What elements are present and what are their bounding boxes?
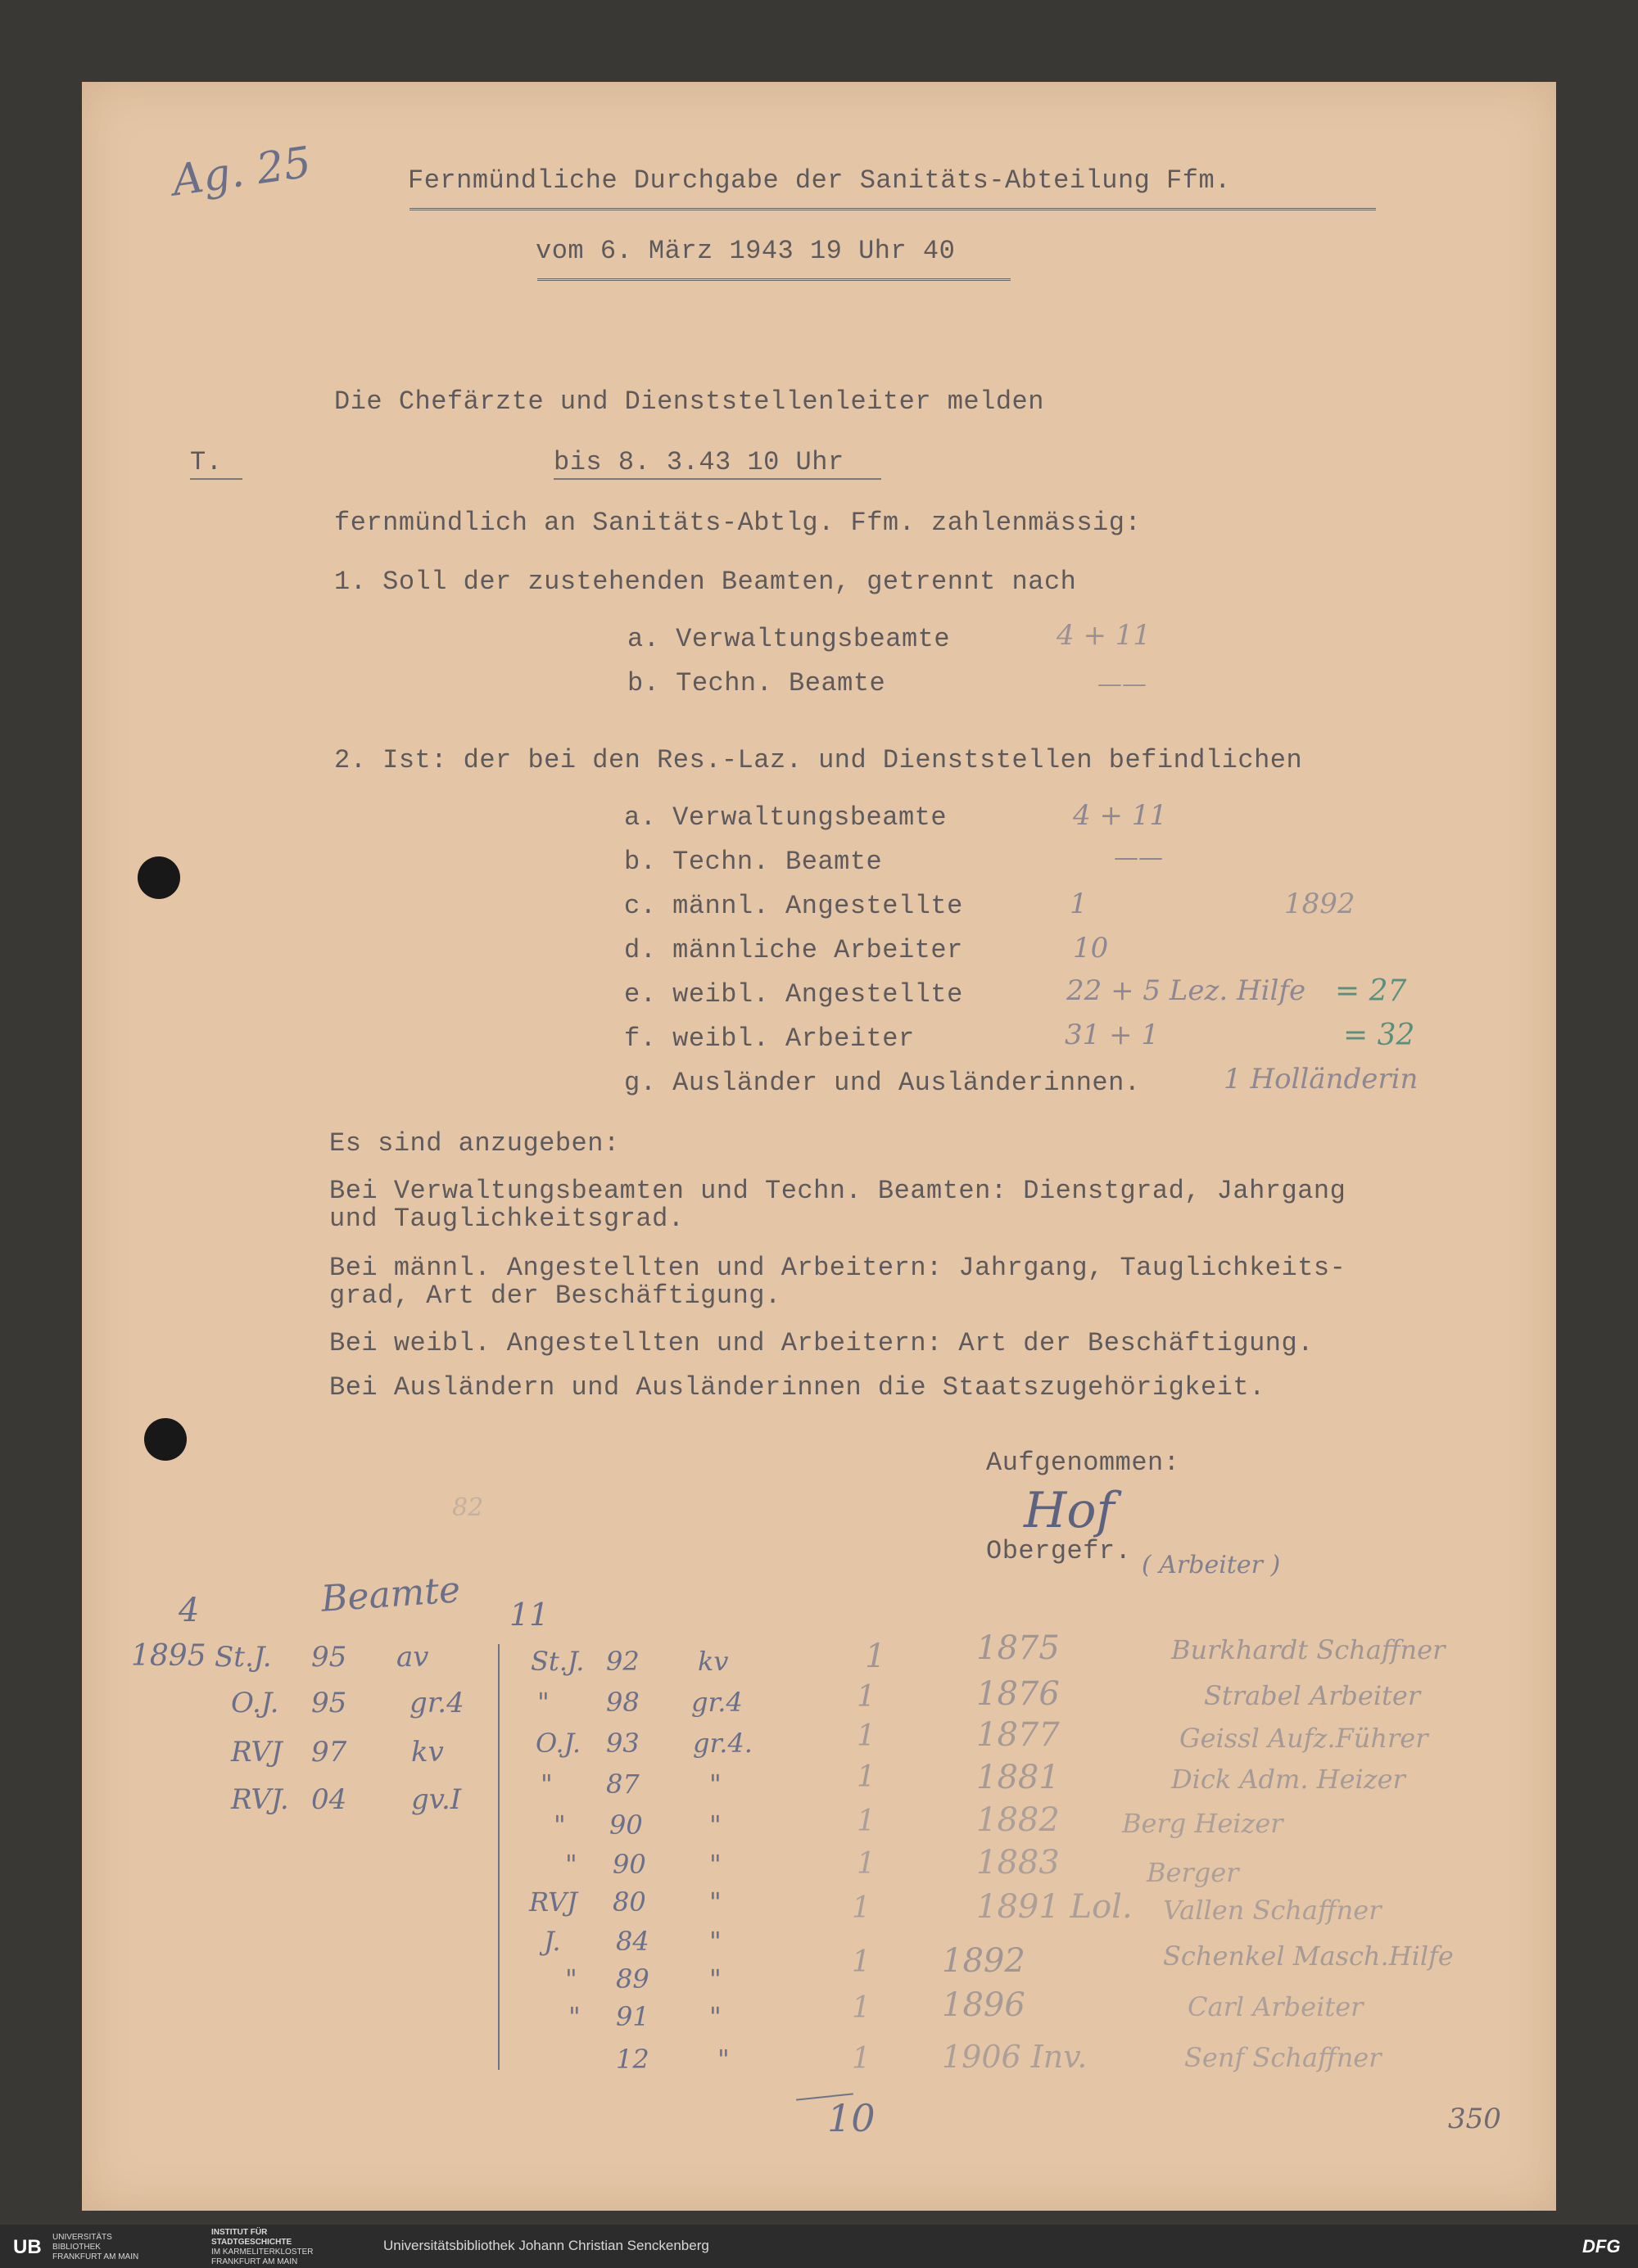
hw-cell: 1 [852,1991,871,2025]
hw-cell: " [709,1886,722,1918]
hw-s2-value: 31 + 1 [1065,1019,1159,1051]
hw-cell: 95 [311,1641,347,1674]
hw-cell: 1 [857,1680,876,1714]
hw-cell: St.J. [215,1641,272,1674]
hw-cell: " [554,1809,566,1841]
hw-cell: 87 [606,1769,640,1800]
hw-cell: gr.4 [410,1687,464,1719]
hw-s2-value: —— [1114,843,1163,872]
hw-cell: " [709,2001,722,2032]
ub-line: FRANKFURT AM MAIN [52,2252,139,2261]
hw-cell: 93 [606,1728,640,1759]
hw-cell: 1 [852,1945,871,1979]
hw-cell: O.J. [231,1687,279,1719]
hw-cell: 12 [616,2044,649,2075]
note-line: Bei männl. Angestellten und Arbeitern: Jahrgang, Tauglichkeits- [329,1253,1346,1283]
hw-cell: 84 [616,1926,649,1957]
hw-cell: RVJ. [231,1783,289,1816]
rank-note: ( Arbeiter ) [1142,1551,1281,1579]
hw-cell: Berger [1147,1857,1239,1888]
hw-s1-value: 4 + 11 [1057,619,1151,652]
hw-cell: gr.4 [691,1687,743,1718]
hw-cell: St.J. [531,1646,585,1677]
title-underline [410,208,1376,210]
punch-hole-top [138,856,180,899]
hw-cell: kv [698,1646,729,1677]
hw-cell: " [565,1963,577,1995]
note-line: Bei Ausländern und Ausländerinnen die Staatszugehörigkeit. [329,1372,1265,1403]
section2-item: e. weibl. Angestellte [624,979,963,1010]
hw-cell: 89 [616,1963,649,1995]
hw-cell: 80 [613,1886,646,1918]
hw-cell: 90 [609,1809,643,1841]
hw-beamte-header: Beamte [319,1569,462,1620]
date-underline [537,278,1011,281]
corner-reference: Ag. 25 [169,138,314,206]
hw-cell: " [537,1687,550,1718]
section2-item: d. männliche Arbeiter [624,935,963,965]
hw-cell: " [709,1769,722,1800]
hw-cell: Dick Adm. Heizer [1171,1764,1405,1795]
hw-cell: " [541,1769,553,1800]
hw-cell: " [717,2044,730,2075]
hw-cell: " [709,1963,722,1995]
deadline-underline [554,478,881,480]
hw-cell: 1906 Inv. [942,2039,1088,2075]
hw-cell: RVJ [529,1886,577,1918]
hw-cell: gv.I [411,1783,462,1816]
hw-cell: 1877 [976,1716,1060,1754]
section2-heading: 2. Ist: der bei den Res.-Laz. und Dienststellen befindlichen [334,745,1303,775]
hw-s1-value: —— [1097,670,1147,698]
hw-cell: " [565,1849,577,1880]
hw-cell: 1896 [942,1986,1025,2024]
rank: Obergefr. [986,1536,1132,1566]
left-mark: T. [190,447,223,477]
hw-cell: " [709,1849,722,1880]
isg-logo-text [211,2228,313,2267]
hw-cell: 92 [606,1646,640,1677]
signature: Hof [1024,1482,1115,1539]
notes-heading: Es sind anzugeben: [329,1128,620,1159]
left-mark-underline [190,478,242,480]
hw-col4-header: 4 [179,1592,200,1629]
section2-item: f. weibl. Arbeiter [624,1023,915,1054]
hw-cell: Vallen Schaffner [1163,1895,1382,1926]
hw-cell: 1 [857,1805,876,1838]
isg-line: INSTITUT FÜR [211,2228,268,2237]
section1-heading: 1. Soll der zustehenden Beamten, getrennt nach [334,567,1077,597]
faint-mark: 82 [452,1493,484,1522]
punch-hole-bottom [144,1418,187,1461]
hw-total: 10 [827,2096,876,2140]
hw-s2-extra: = 32 [1343,1019,1415,1052]
intro-line: Die Chefärzte und Dienststellenleiter melden [334,386,1044,417]
hw-cell: 91 [616,2001,649,2032]
footer-bar [0,2225,1638,2268]
hw-cell: RVJ [231,1736,283,1769]
hw-cell: 04 [311,1783,347,1816]
hw-s2-value: 4 + 11 [1073,799,1167,832]
hw-cell: O.J. [536,1728,581,1759]
hw-cell: Burkhardt Schaffner [1171,1634,1446,1665]
hw-column-divider [498,1644,500,2070]
hw-s2-value: 1 Holländerin [1224,1063,1419,1096]
hw-cell: 1 [857,1719,876,1753]
hw-col11-header: 11 [509,1597,550,1633]
hw-cell: 97 [311,1736,347,1769]
hw-cell: Carl Arbeiter [1188,1991,1364,2022]
ub-line: BIBLIOTHEK [52,2243,101,2252]
ub-logo: UB [13,2236,42,2258]
hw-cell: kv [411,1736,444,1769]
hw-cell: 95 [311,1687,347,1719]
section2-item: g. Ausländer und Ausländerinnen. [624,1068,1141,1098]
hw-cell: 1 [852,2042,871,2076]
hw-cell: gr.4. [693,1728,753,1759]
hw-cell: 1875 [976,1629,1060,1667]
isg-line: FRANKFURT AM MAIN [211,2257,298,2266]
hw-cell: " [709,1926,722,1957]
footer-center-text: Universitätsbibliothek Johann Christian Senckenberg [383,2238,709,2253]
hw-cell: 1 [857,1760,876,1794]
hw-cell: Strabel Arbeiter [1204,1680,1421,1711]
hw-cell: 1883 [976,1844,1060,1882]
hw-cell: 1892 [942,1942,1025,1980]
hw-page-number: 350 [1448,2103,1501,2135]
isg-line: IM KARMELITERKLOSTER [211,2248,314,2257]
note-line: Bei Verwaltungsbeamten und Techn. Beamten: Dienstgrad, Jahrgang [329,1176,1346,1206]
isg-line: STADTGESCHICHTE [211,2238,292,2247]
hw-cell: J. [544,1926,561,1957]
hw-s2-value: 22 + 5 Lez. Hilfe [1066,974,1306,1007]
hw-cell: av [396,1641,429,1674]
instruction: fernmündlich an Sanitäts-Abtlg. Ffm. zahlenmässig: [334,508,1142,538]
hw-cell: 1 [865,1638,886,1675]
section1-item: b. Techn. Beamte [627,668,886,698]
section2-item: c. männl. Angestellte [624,891,963,921]
section2-item: a. Verwaltungsbeamte [624,802,948,833]
hw-cell: Geissl Aufz.Führer [1179,1723,1428,1754]
date-line: vom 6. März 1943 19 Uhr 40 [536,236,956,266]
hw-cell: " [568,2001,581,2032]
hw-cell: " [709,1809,722,1841]
hw-cell: Schenkel Masch.Hilfe [1163,1940,1454,1972]
section1-item: a. Verwaltungsbeamte [627,624,951,654]
received-label: Aufgenommen: [986,1448,1180,1478]
note-line: grad, Art der Beschäftigung. [329,1281,781,1311]
hw-cell: 1 [852,1891,871,1925]
note-line: Bei weibl. Angestellten und Arbeitern: Art der Beschäftigung. [329,1328,1314,1358]
hw-cell: 98 [606,1687,640,1718]
hw-s2-value: 10 [1073,932,1109,965]
hw-cell: Berg Heizer [1122,1808,1283,1839]
ub-logo-text [52,2233,138,2262]
hw-s2-extra: = 27 [1335,974,1407,1008]
hw-s2-value: 1 [1070,888,1088,920]
document-title: Fernmündliche Durchgabe der Sanitäts-Abteilung Ffm. [408,165,1231,196]
hw-cell: 1 [857,1847,876,1881]
dfg-logo: DFG [1582,2236,1621,2257]
section2-item: b. Techn. Beamte [624,847,883,877]
hw-cell: 1891 Lol. [976,1888,1133,1926]
hw-left-year: 1895 [131,1639,206,1673]
hw-cell: Senf Schaffner [1184,2042,1382,2073]
hw-s2-extra: 1892 [1284,888,1355,920]
hw-cell: 90 [613,1849,646,1880]
ub-line: UNIVERSITÄTS [52,2233,112,2242]
note-line: und Tauglichkeitsgrad. [329,1204,685,1234]
hw-cell: 1881 [976,1759,1060,1796]
hw-cell: 1876 [976,1675,1060,1713]
hw-cell: 1882 [976,1801,1060,1839]
deadline: bis 8. 3.43 10 Uhr [554,447,844,477]
